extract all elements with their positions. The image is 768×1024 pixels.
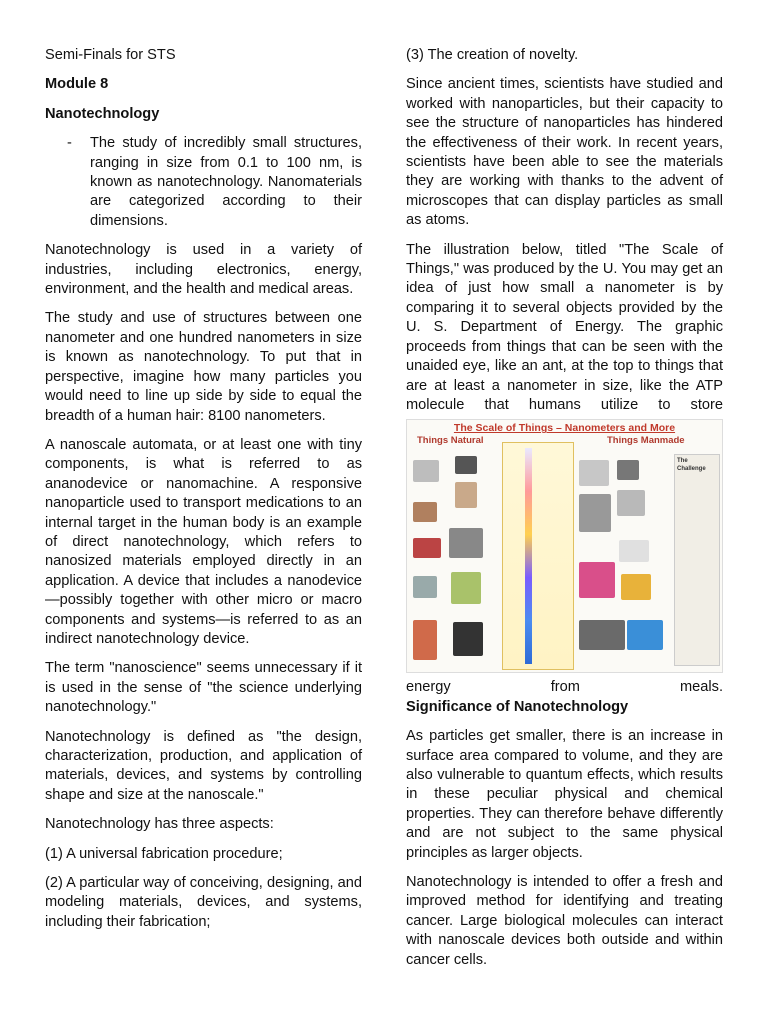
document-header: Semi-Finals for STS: [45, 47, 176, 63]
aspect-1: (1) A universal fabrication procedure;: [45, 845, 283, 862]
paragraph-industries: Nanotechnology is used in a variety of industries, including electronics, energy, environment, and the health and medical areas.: [45, 242, 362, 298]
paragraph-nanodevice: A nanoscale automata, or at least one with tiny components, is what is referred to as ananodevice or nanomachine. A responsive nanoparticle used to transport medications to an internal target in the human body is an example of direct nanotechnology, which refers to nanosized materials employed directly in an application. A device that includes a nanodevice—possibly together with other micro or macro components and systems—is referred to as an indirect nanotechnology device.: [45, 436, 362, 647]
figure-zone-plate-image: [619, 540, 649, 562]
paragraph-definition: Nanotechnology is defined as "the design, characterization, production, and application of materials, devices, and systems by controlling shape and size at the nanoscale.": [45, 728, 362, 803]
figure-challenge-label: The Challenge: [677, 458, 706, 473]
figure-pollen-image: [455, 482, 477, 508]
figure-atoms-image: [453, 622, 483, 656]
significance-heading: Significance of Nanotechnology: [406, 698, 629, 715]
figure-pollen-grain-image: [617, 490, 645, 516]
figure-cell-image: [449, 528, 483, 558]
figure-red-blood-cells-image: [413, 538, 441, 558]
paragraph-nanoscience: The term "nanoscience" seems unnecessary if it is used in the sense of "the science underlying nanotechnology.": [45, 660, 362, 716]
topic-heading: Nanotechnology: [45, 105, 160, 122]
figure-virus-image: [413, 576, 437, 598]
figure-things-natural-label: Things Natural: [417, 435, 484, 447]
figure-quantum-corral-image: [579, 562, 615, 598]
figure-things-manmade-label: Things Manmade: [607, 435, 685, 447]
module-title: Module 8: [45, 76, 109, 93]
figure-dust-mite-image: [455, 456, 477, 474]
aspect-3: (3) The creation of novelty.: [406, 47, 579, 63]
figure-dna-image: [413, 620, 437, 660]
paragraph-illustration-end: energy from meals.: [406, 679, 723, 696]
bullet-text: The study of incredibly small structures, ranging in size from 0.1 to 100 nm, is known as nanotechnology. Nanomaterials are categorized according to their dimensions.: [90, 135, 362, 229]
scale-of-things-figure: [406, 419, 723, 673]
paragraph-particles: As particles get smaller, there is an increase in surface area compared to volume, and they are also vulnerable to quantum effects, which results in these peculiar physical and chemical properties. They can therefore behave differently and are not subject to the same physical principles as larger objects.: [406, 728, 723, 861]
figure-scale-bar: [525, 448, 532, 664]
figure-mems-image: [617, 460, 639, 480]
paragraph-illustration: The illustration below, titled "The Scale of Things," was produced by the U. You may get an idea of just how small a nanometer is by comparing it to several objects provided by the U. S. Department of Energy. The graphic proceeds from things that can be seen with the unaided eye, like an ant, at the top to things that are at least a nanometer in size, like the ATP molecule that humans utilize to store: [406, 241, 723, 413]
figure-hair-image: [413, 502, 437, 522]
figure-carbon-buckyball-image: [579, 620, 625, 650]
paragraph-cancer: Nanotechnology is intended to offer a fresh and improved method for identifying and treating cancer. Large biological molecules can interact with nanoscale devices both outside and within cancer cells.: [406, 873, 723, 968]
aspect-2: (2) A particular way of conceiving, designing, and modeling materials, devices, and systems, including their fabrication;: [45, 875, 362, 930]
figure-challenge-panel: [674, 454, 720, 666]
figure-ant-image: [413, 460, 439, 482]
left-column: [45, 46, 362, 942]
bullet-dash: -: [67, 135, 72, 152]
definition-bullet: [45, 134, 362, 231]
right-column: [406, 46, 723, 980]
aspects-intro: Nanotechnology has three aspects:: [45, 816, 274, 833]
figure-head-of-pin-image: [579, 460, 609, 486]
figure-atp-image: [451, 572, 481, 604]
paragraph-nanometer-range: The study and use of structures between one nanometer and one hundred nanometers in size is known as nanotechnology. To put that in perspective, imagine how many particles you would need to line up side by side to equal the breadth of a human hair: 8100 nanometers.: [45, 310, 362, 424]
figure-nanotube-image: [621, 574, 651, 600]
paragraph-ancient: Since ancient times, scientists have studied and worked with nanoparticles, but their capacity to see the structure of nanoparticles has hindered the effectiveness of their work. In recent years, scientists have been able to see the materials they are working with thanks to the advent of microscopes that can display particles as small as atoms.: [406, 76, 723, 229]
figure-title: The Scale of Things – Nanometers and More: [453, 422, 676, 435]
figure-scale-ruler: [502, 442, 574, 670]
figure-corral-blue-image: [627, 620, 663, 650]
figure-micro-gear-image: [579, 494, 611, 532]
